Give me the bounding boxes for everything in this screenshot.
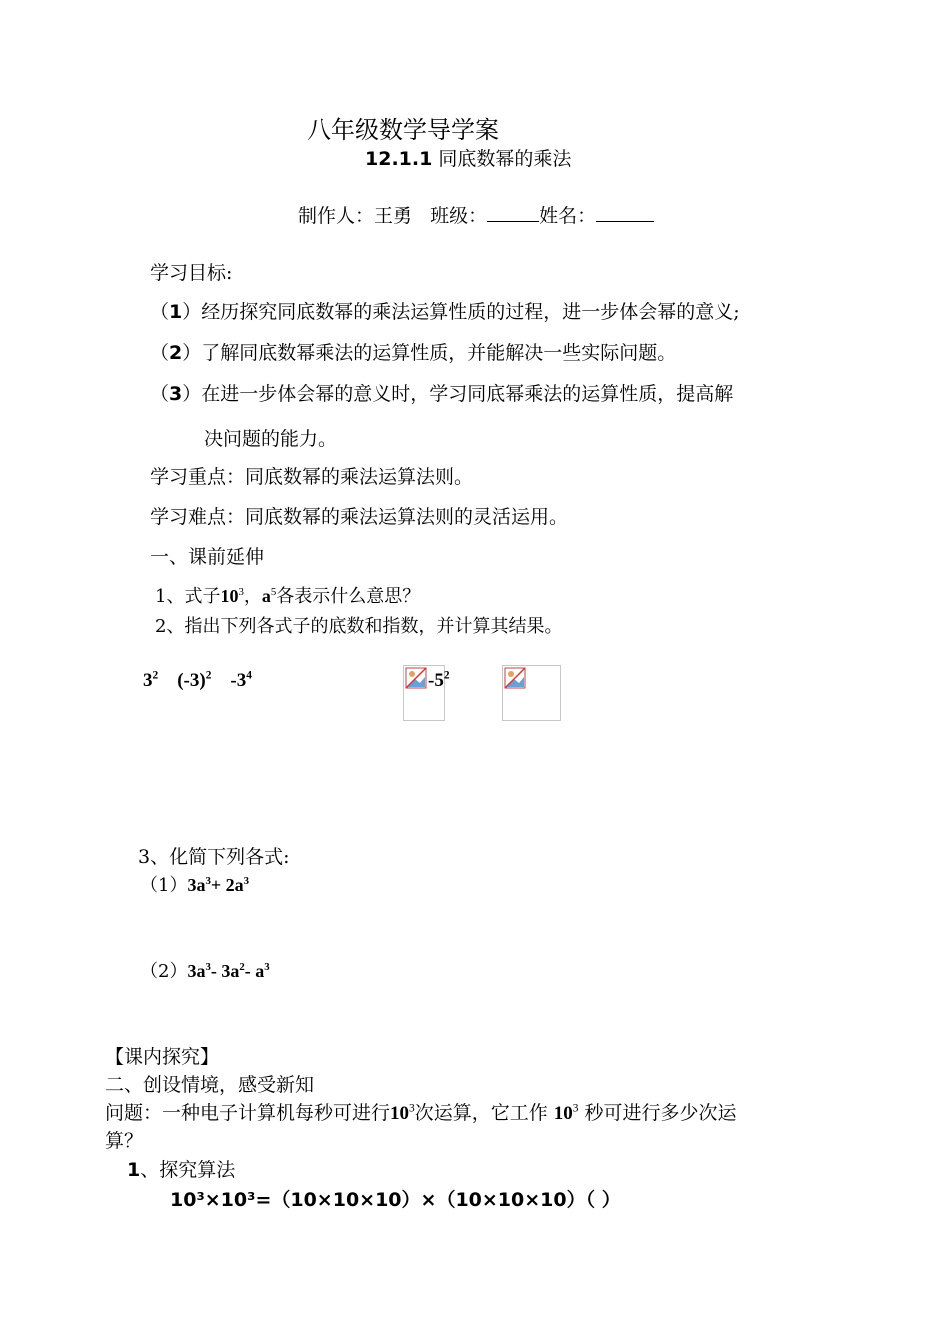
simplify-item-1: $(1)3a^3+ 2a^3$	[140, 875, 250, 896]
name-blank[interactable]	[596, 203, 654, 222]
question-3: 3、化简下列各式:	[138, 846, 290, 868]
author-line	[298, 201, 654, 228]
question-2: 2、指出下列各式子的底数和指数，并计算其结果。	[155, 616, 563, 637]
expression-neg-5-squared: $-5^2$	[428, 669, 450, 691]
key-point: 学习重点：同底数幂的乘法运算法则。	[150, 466, 474, 488]
section-heading: 二、创设情境，感受新知	[105, 1074, 315, 1096]
lesson-title	[365, 144, 571, 171]
name-label: 姓名：	[539, 205, 597, 227]
class-blank[interactable]	[487, 203, 539, 222]
question-1: 1、式子$10^3$，$a^5$各表示什么意思？	[155, 586, 421, 607]
objective-item-continuation: 决问题的能力。	[204, 428, 338, 450]
objectives-heading: 学习目标:	[150, 262, 233, 284]
objective-item: （2）了解同底数幂乘法的运算性质，并能解决一些实际问题。	[150, 342, 677, 364]
expression-row: $3^2$ $(-3)^2$ $-3^4$	[143, 669, 252, 691]
broken-image-icon	[504, 667, 526, 689]
explore-heading: 1、探究算法	[127, 1159, 236, 1181]
simplify-item-2: $(2)3a^3-$ $3a^2-$ $a^3$	[140, 961, 270, 982]
broken-image-icon	[405, 667, 427, 689]
preclass-heading: 一、课前延伸	[150, 546, 265, 568]
difficulty: 学习难点：同底数幂的乘法运算法则的灵活运用。	[150, 506, 569, 528]
broken-image-placeholder	[502, 665, 561, 721]
class-label: 班级：	[430, 205, 488, 227]
inclass-heading: 【课内探究】	[105, 1046, 220, 1068]
objective-item: （1）经历探究同底数幂的乘法运算性质的过程，进一步体会幂的意义;	[150, 301, 740, 323]
lesson-name: 同底数幂的乘法	[438, 148, 572, 170]
problem-text: 问题：一种电子计算机每秒可进行$10^3$次运算，它工作 $10^3$ 秒可进行多少次运	[105, 1102, 737, 1124]
objective-item: （3）在进一步体会幂的意义时，学习同底幂乘法的运算性质，提高解	[150, 383, 734, 405]
formula: 10³×10³=（10×10×10）×（10×10×10）（ ）	[170, 1189, 621, 1211]
lesson-number: 12.1.1	[365, 148, 433, 170]
maker-label: 制作人：王勇	[298, 205, 413, 227]
problem-text-continuation: 算？	[105, 1130, 144, 1152]
document-title: 八年级数学导学案	[307, 116, 499, 144]
